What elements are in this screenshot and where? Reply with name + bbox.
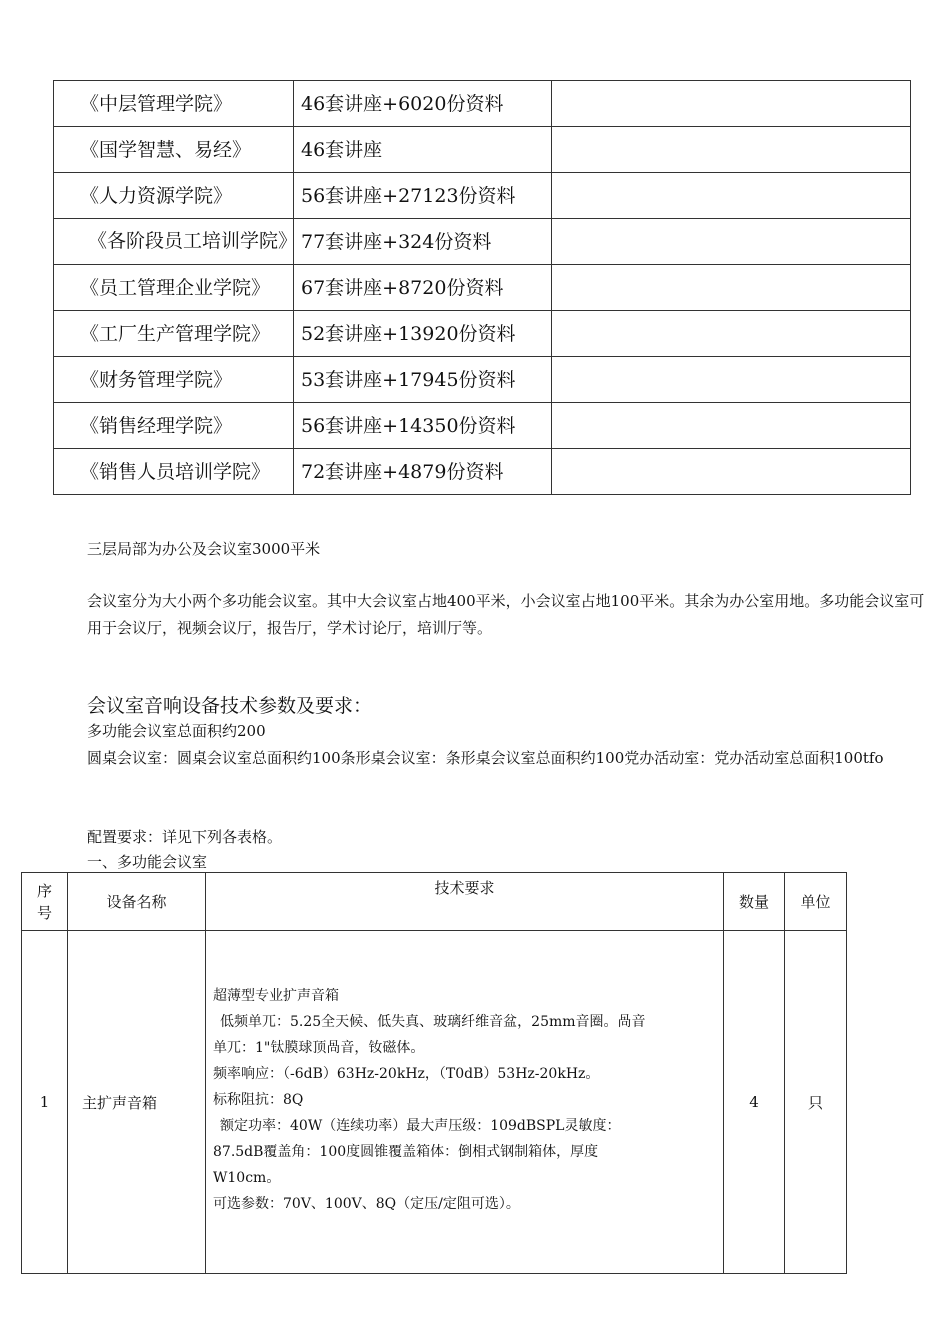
- table-row: [54, 219, 911, 265]
- course-name: 《销售经理学院》: [54, 403, 294, 449]
- table-header-row: [22, 873, 847, 931]
- row-unit: 只: [785, 931, 847, 1274]
- header-qty: 数量: [724, 873, 785, 931]
- tech-line: 超薄型专业扩声音箱: [213, 988, 339, 1004]
- header-seq-text: 序号: [36, 881, 52, 922]
- row-qty: 4: [724, 931, 785, 1274]
- course-content: 72套讲座+4879份资料: [294, 449, 552, 495]
- course-note: [552, 173, 911, 219]
- row-seq: 1: [22, 931, 68, 1274]
- tech-line: 单兀：1"钛膜球顶咼音，钕磁体。: [213, 1040, 425, 1056]
- course-content: 56套讲座+27123份资料: [294, 173, 552, 219]
- table-row: [22, 931, 847, 1274]
- course-note: [552, 357, 911, 403]
- course-resource-table: [53, 80, 911, 495]
- audio-requirements-heading: 会议室音响设备技术参数及要求：: [87, 695, 373, 717]
- course-name: 《工厂生产管理学院》: [54, 311, 294, 357]
- tech-line: 可选参数：70V、100V、8Q（定压/定阻可选）。: [213, 1196, 520, 1212]
- course-name: 《员工管理企业学院》: [54, 265, 294, 311]
- rooms-paragraph: 圆桌会议室：圆桌会议室总面积约100条形桌会议室：条形桌会议室总面积约100党办活动室：党办活动室总面积100tfo: [87, 749, 884, 767]
- tech-line: 87.5dB覆盖角：100度圆锥覆盖箱体：倒相式钢制箱体，厚度: [213, 1144, 599, 1160]
- tech-line: 频率响应：（-6dB）63Hz-20kHz，（T0dB）53Hz-20kHz。: [213, 1066, 600, 1082]
- tech-line: 标称阻抗：8Q: [213, 1092, 304, 1108]
- course-name: 《财务管理学院》: [54, 357, 294, 403]
- course-note: [552, 127, 911, 173]
- course-content: 46套讲座+6020份资料: [294, 81, 552, 127]
- tech-line: 低频单兀：5.25全天候、低失真、玻璃纤维音盆，25mm音圈。咼音: [220, 1014, 646, 1030]
- header-tech: 技术要求: [206, 873, 724, 931]
- meeting-room-paragraph: 会议室分为大小两个多功能会议室。其中大会议室占地400平米，小会议室占地100平米。其余为办公室用地。多功能会议室可用于会议厅，视频会议厅，报告厅，学术讨论厅，培训厅等。: [87, 592, 925, 637]
- table-row: [54, 449, 911, 495]
- table-row: [54, 81, 911, 127]
- header-unit: 单位: [785, 873, 847, 931]
- course-name: 《销售人员培训学院》: [54, 449, 294, 495]
- table-row: [54, 127, 911, 173]
- course-content: 77套讲座+324份资料: [294, 219, 552, 265]
- equipment-table: [21, 872, 847, 1274]
- course-content: 67套讲座+8720份资料: [294, 265, 552, 311]
- row-tech: [206, 931, 724, 1274]
- course-content: 53套讲座+17945份资料: [294, 357, 552, 403]
- course-name: 《各阶段员工培训学院》: [54, 219, 294, 265]
- row-name: 主扩声音箱: [68, 931, 206, 1274]
- config-paragraph: 配置要求：详见下列各表格。: [87, 828, 283, 846]
- course-name: 《人力资源学院》: [54, 173, 294, 219]
- course-note: [552, 403, 911, 449]
- header-name: 设备名称: [68, 873, 206, 931]
- course-note: [552, 219, 911, 265]
- area-paragraph: 多功能会议室总面积约200: [87, 722, 266, 740]
- tech-line: 额定功率：40W（连续功率）最大声压级：109dBSPL灵敏度：: [220, 1118, 621, 1134]
- course-content: 52套讲座+13920份资料: [294, 311, 552, 357]
- course-name: 《中层管理学院》: [54, 81, 294, 127]
- table-row: [54, 403, 911, 449]
- course-note: [552, 311, 911, 357]
- section-heading: 一、多功能会议室: [87, 853, 208, 871]
- table-row: [54, 173, 911, 219]
- table-row: [54, 265, 911, 311]
- course-note: [552, 265, 911, 311]
- course-name: 《国学智慧、易经》: [54, 127, 294, 173]
- course-content: 56套讲座+14350份资料: [294, 403, 552, 449]
- course-note: [552, 449, 911, 495]
- tech-line: W10cm。: [213, 1170, 281, 1186]
- table-row: [54, 311, 911, 357]
- header-seq: [22, 873, 68, 931]
- table-row: [54, 357, 911, 403]
- floor3-paragraph: 三层局部为办公及会议室3000平米: [87, 540, 321, 558]
- course-content: 46套讲座: [294, 127, 552, 173]
- course-note: [552, 81, 911, 127]
